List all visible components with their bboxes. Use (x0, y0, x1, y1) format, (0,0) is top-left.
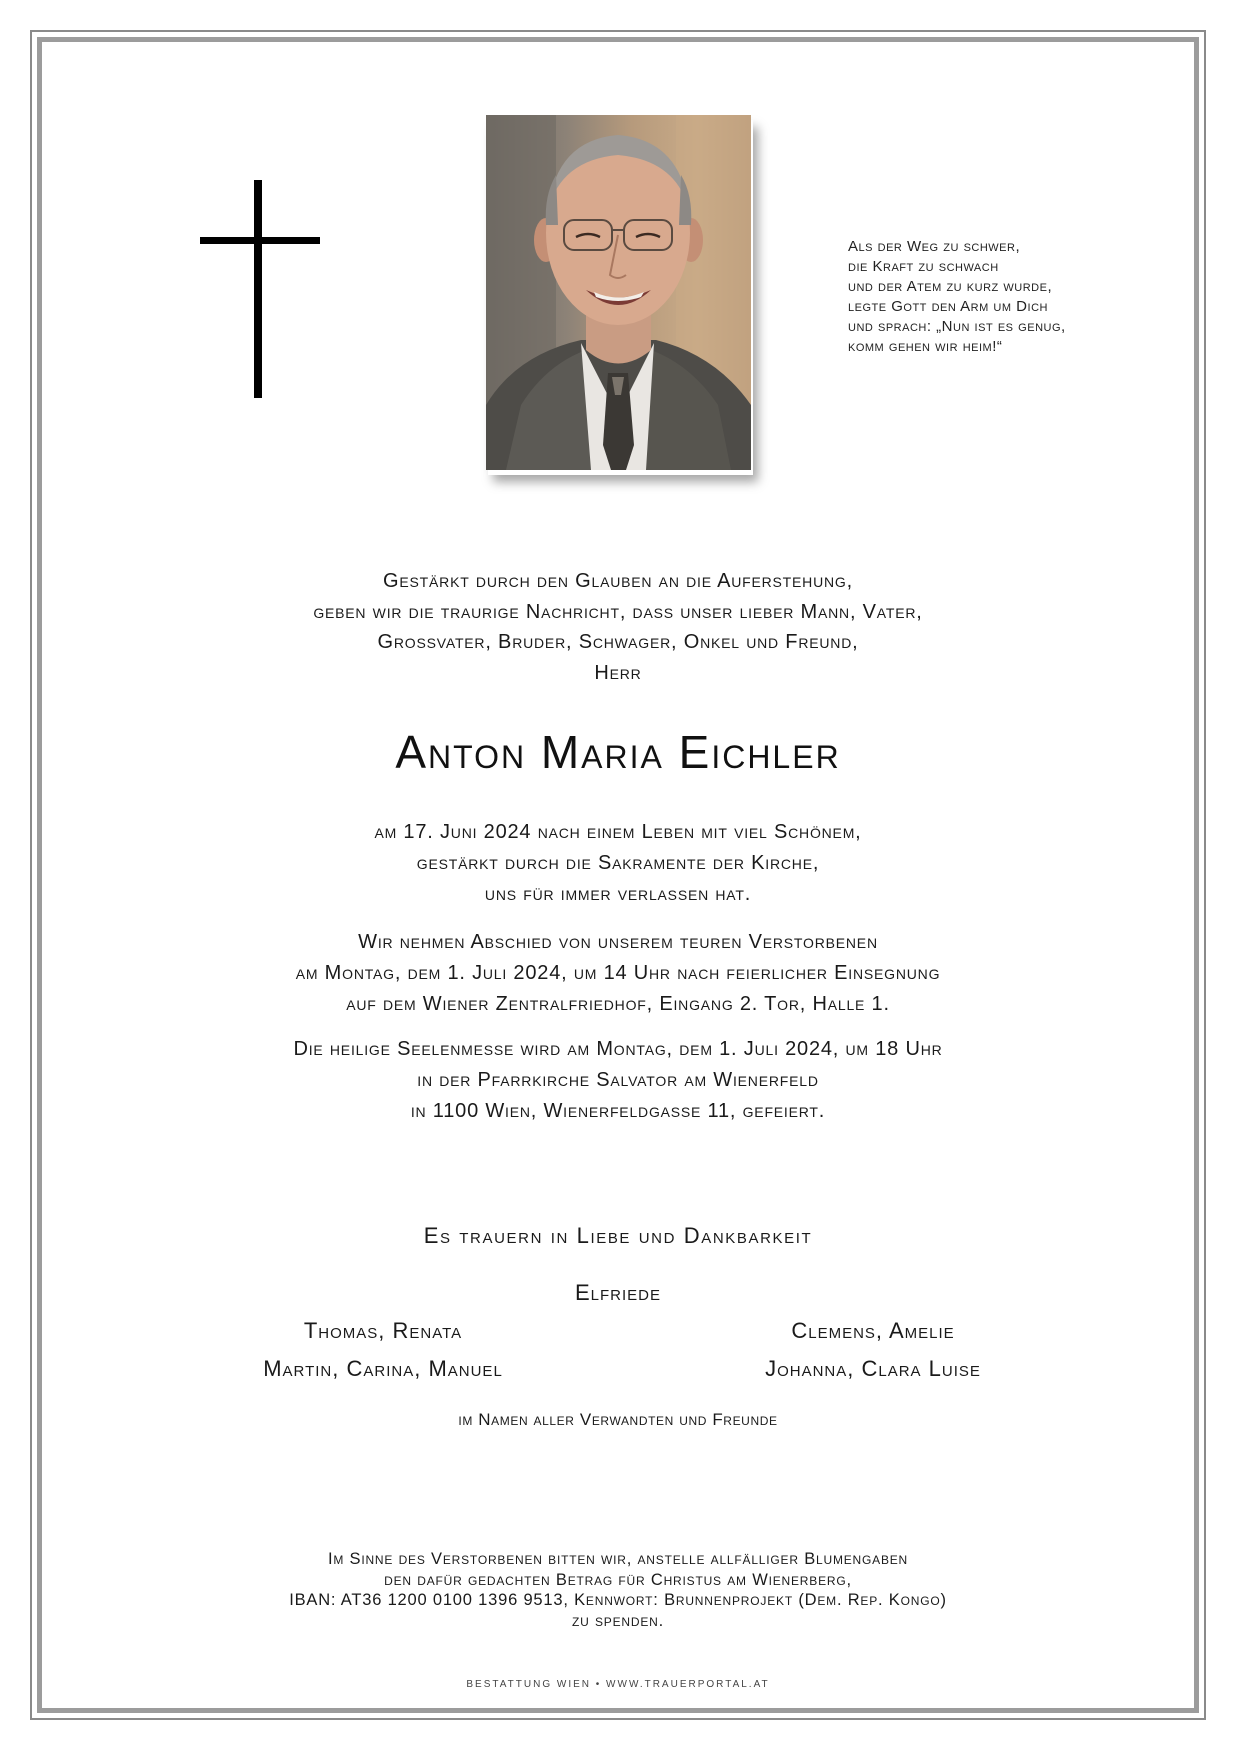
poem-line: Als der Weg zu schwer, (848, 238, 1021, 255)
mourner-entry: Thomas, Renata (303, 1318, 463, 1343)
intro-paragraph (100, 566, 1136, 688)
death-line: am 17. Juni 2024 nach einem Leben mit viel Schönem, (374, 821, 862, 843)
cross-icon (200, 180, 320, 398)
mourner-entry: Clemens, Amelie (791, 1318, 955, 1343)
mourners-heading: Es trauern in Liebe und Dankbarkeit (423, 1223, 813, 1248)
donation-line: Im Sinne des Verstorbenen bitten wir, anstelle allfälliger Blumengaben (327, 1550, 909, 1568)
farewell-line: auf dem Wiener Zentralfriedhof, Eingang 2. Tor, Halle 1. (346, 993, 890, 1015)
donation-line: IBAN: AT36 1200 0100 1396 9513, Kennwort: Brunnenprojekt (Dem. Rep. Kongo) (289, 1591, 947, 1609)
footer-credit: BESTATTUNG WIEN • WWW.TRAUERPORTAL.AT (466, 1679, 770, 1690)
mourner-entry: Johanna, Clara Luise (765, 1356, 981, 1381)
poem-verse (848, 237, 1188, 357)
intro-line: Gestärkt durch den Glauben an die Auferstehung, (383, 570, 853, 592)
mourners-right-column (673, 1312, 1073, 1388)
intro-line: Herr (594, 661, 642, 684)
poem-line: und der Atem zu kurz wurde, (848, 278, 1053, 295)
relatives-note: im Namen aller Verwandten und Freunde (458, 1410, 778, 1429)
poem-line: legte Gott den Arm um Dich (848, 298, 1048, 315)
donation-line: den dafür gedachten Betrag für Christus am Wienerberg, (384, 1570, 852, 1589)
mass-paragraph (100, 1034, 1136, 1127)
death-paragraph (100, 817, 1136, 910)
mass-line: Die heilige Seelenmesse wird am Montag, dem 1. Juli 2024, um 18 Uhr (293, 1038, 943, 1060)
donation-line: zu spenden. (572, 1611, 664, 1630)
portrait-photo (486, 115, 751, 470)
poem-line: komm gehen wir heim!“ (848, 338, 1003, 355)
deceased-name: Anton Maria Eichler (395, 726, 841, 778)
donation-note (100, 1549, 1136, 1631)
poem-line: die Kraft zu schwach (848, 258, 999, 275)
death-line: uns für immer verlassen hat. (484, 883, 752, 905)
poem-line: und sprach: „Nun ist es genug, (848, 318, 1066, 335)
death-line: gestärkt durch die Sakramente der Kirche, (416, 852, 820, 874)
mourner-entry: Martin, Carina, Manuel (263, 1356, 503, 1381)
farewell-line: am Montag, dem 1. Juli 2024, um 14 Uhr nach feierlicher Einsegnung (295, 962, 941, 984)
mourner-spouse: Elfriede (574, 1280, 662, 1305)
intro-line: geben wir die traurige Nachricht, dass unser lieber Mann, Vater, (313, 600, 923, 623)
farewell-line: Wir nehmen Abschied von unserem teuren Verstorbenen (358, 931, 878, 953)
mourners-left-column (183, 1312, 583, 1388)
mass-line: in 1100 Wien, Wienerfeldgasse 11, gefeiert. (410, 1100, 826, 1122)
intro-line: Grossvater, Bruder, Schwager, Onkel und Freund, (377, 631, 859, 653)
farewell-paragraph (100, 927, 1136, 1020)
mass-line: in der Pfarrkirche Salvator am Wienerfeld (417, 1069, 819, 1091)
